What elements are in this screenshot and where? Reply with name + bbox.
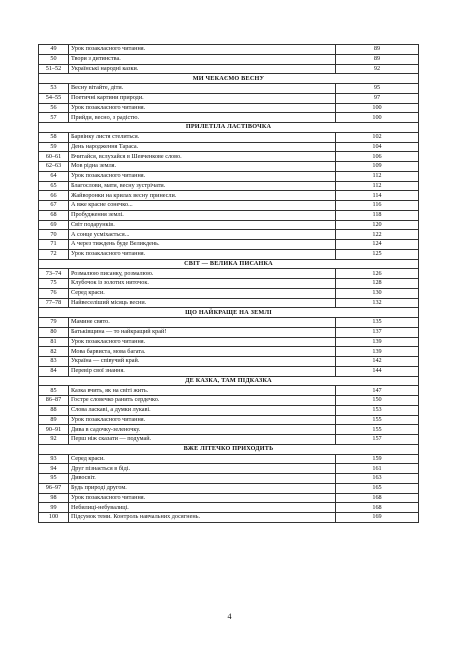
lesson-title: Україна — співучий край. <box>69 357 336 367</box>
lesson-number: 51–52 <box>39 64 69 74</box>
lesson-page: 102 <box>336 132 419 142</box>
lesson-number: 58 <box>39 132 69 142</box>
lesson-number: 69 <box>39 220 69 230</box>
lesson-page: 100 <box>336 103 419 113</box>
lesson-title: Світ подарунків. <box>69 220 336 230</box>
lesson-page: 126 <box>336 269 419 279</box>
lesson-number: 64 <box>39 171 69 181</box>
lesson-row <box>39 474 419 484</box>
lesson-number: 50 <box>39 54 69 64</box>
lesson-title: Мамине свято. <box>69 318 336 328</box>
lesson-page: 124 <box>336 240 419 250</box>
lesson-row <box>39 483 419 493</box>
lesson-page: 104 <box>336 142 419 152</box>
lesson-page: 147 <box>336 386 419 396</box>
lesson-page: 112 <box>336 171 419 181</box>
page-number: 4 <box>227 612 232 621</box>
section-heading-row <box>39 376 419 386</box>
lesson-page: 109 <box>336 162 419 172</box>
lesson-title: Батьківщина — то найкращий край! <box>69 327 336 337</box>
lesson-title: Мов рідна земля. <box>69 162 336 172</box>
lesson-page: 139 <box>336 347 419 357</box>
lesson-row <box>39 142 419 152</box>
lesson-title: Вчитайся, вслухайся в Шевченкове слово. <box>69 152 336 162</box>
lesson-number: 75 <box>39 279 69 289</box>
lesson-row <box>39 113 419 123</box>
lesson-number: 84 <box>39 366 69 376</box>
lesson-row <box>39 386 419 396</box>
contents-table <box>38 44 419 523</box>
lesson-row <box>39 327 419 337</box>
lesson-number: 77–78 <box>39 298 69 308</box>
lesson-page: 155 <box>336 415 419 425</box>
lesson-page: 142 <box>336 357 419 367</box>
lesson-page: 139 <box>336 337 419 347</box>
lesson-title: Розмалюю писанку, розмалюю. <box>69 269 336 279</box>
lesson-number: 93 <box>39 454 69 464</box>
lesson-title: Урок позакласного читання. <box>69 45 336 55</box>
lesson-number: 65 <box>39 181 69 191</box>
lesson-title: А через тиждень буде Великдень. <box>69 240 336 250</box>
section-heading: ВЖЕ ЛІТЕЧКО ПРИХОДИТЬ <box>39 444 419 454</box>
lesson-title: Казка вчить, як на світі жить. <box>69 386 336 396</box>
lesson-page: 135 <box>336 318 419 328</box>
lesson-number: 79 <box>39 318 69 328</box>
lesson-title: Будь природі другом. <box>69 483 336 493</box>
lesson-page: 106 <box>336 152 419 162</box>
lesson-title: Пробудження землі. <box>69 210 336 220</box>
lesson-title: Жайворонки на крилах весну принесли. <box>69 191 336 201</box>
lesson-page: 100 <box>336 113 419 123</box>
lesson-row <box>39 132 419 142</box>
lesson-number: 100 <box>39 513 69 523</box>
lesson-row <box>39 337 419 347</box>
lesson-number: 92 <box>39 435 69 445</box>
lesson-row <box>39 464 419 474</box>
lesson-page: 132 <box>336 298 419 308</box>
lesson-row <box>39 425 419 435</box>
lesson-row <box>39 513 419 523</box>
lesson-number: 49 <box>39 45 69 55</box>
lesson-row <box>39 298 419 308</box>
lesson-title: Гостре словечко ранить сердечко. <box>69 396 336 406</box>
lesson-number: 86–87 <box>39 396 69 406</box>
section-heading-row <box>39 123 419 133</box>
lesson-page: 97 <box>336 93 419 103</box>
section-heading: ПРИЛЕТІЛА ЛАСТІВОЧКА <box>39 123 419 133</box>
lesson-page: 163 <box>336 474 419 484</box>
lesson-title: Твори з дитинства. <box>69 54 336 64</box>
lesson-number: 66 <box>39 191 69 201</box>
lesson-row <box>39 240 419 250</box>
section-heading-row <box>39 444 419 454</box>
lesson-row <box>39 357 419 367</box>
lesson-number: 82 <box>39 347 69 357</box>
lesson-page: 168 <box>336 503 419 513</box>
lesson-title: Урок позакласного читання. <box>69 249 336 259</box>
lesson-row <box>39 366 419 376</box>
lesson-row <box>39 162 419 172</box>
lesson-title: Підсумок теми. Контроль навчальних досягнень. <box>69 513 336 523</box>
lesson-row <box>39 64 419 74</box>
lesson-title: А вже красне сонечко... <box>69 201 336 211</box>
lesson-row <box>39 396 419 406</box>
lesson-row <box>39 405 419 415</box>
lesson-row <box>39 54 419 64</box>
lesson-title: Урок позакласного читання. <box>69 171 336 181</box>
lesson-number: 90–91 <box>39 425 69 435</box>
lesson-number: 59 <box>39 142 69 152</box>
lesson-page: 89 <box>336 45 419 55</box>
lesson-number: 70 <box>39 230 69 240</box>
lesson-title: Урок позакласного читання. <box>69 103 336 113</box>
lesson-row <box>39 288 419 298</box>
lesson-number: 81 <box>39 337 69 347</box>
lesson-title: Барвінку листя стелиться. <box>69 132 336 142</box>
lesson-row <box>39 103 419 113</box>
lesson-number: 57 <box>39 113 69 123</box>
lesson-number: 80 <box>39 327 69 337</box>
lesson-title: Благослови, мати, весну зустрічати. <box>69 181 336 191</box>
section-heading: СВІТ — ВЕЛИКА ПИСАНКА <box>39 259 419 269</box>
lesson-title: Весну вітайте, діти. <box>69 84 336 94</box>
lesson-title: Друг пізнається в біді. <box>69 464 336 474</box>
lesson-title: Серед краси. <box>69 454 336 464</box>
section-heading: МИ ЧЕКАЄМО ВЕСНУ <box>39 74 419 84</box>
lesson-title: Поетичні картини природи. <box>69 93 336 103</box>
lesson-title: Слова ласкаві, а думки лукаві. <box>69 405 336 415</box>
lesson-number: 73–74 <box>39 269 69 279</box>
lesson-row <box>39 181 419 191</box>
lesson-page: 120 <box>336 220 419 230</box>
lesson-title: Дивосвіт. <box>69 474 336 484</box>
lesson-page: 137 <box>336 327 419 337</box>
lesson-row <box>39 347 419 357</box>
lesson-number: 56 <box>39 103 69 113</box>
lesson-number: 72 <box>39 249 69 259</box>
lesson-title: Найвеселіший місяць весни. <box>69 298 336 308</box>
lesson-number: 96–97 <box>39 483 69 493</box>
lesson-page: 89 <box>336 54 419 64</box>
lesson-number: 67 <box>39 201 69 211</box>
lesson-page: 130 <box>336 288 419 298</box>
lesson-row <box>39 415 419 425</box>
lesson-title: День народження Тараса. <box>69 142 336 152</box>
lesson-title: Українські народні казки. <box>69 64 336 74</box>
lesson-page: 161 <box>336 464 419 474</box>
section-heading-row <box>39 259 419 269</box>
section-heading-row <box>39 74 419 84</box>
lesson-number: 71 <box>39 240 69 250</box>
lesson-title: Серед краси. <box>69 288 336 298</box>
lesson-row <box>39 220 419 230</box>
lesson-row <box>39 93 419 103</box>
lesson-title: Урок позакласного читання. <box>69 493 336 503</box>
section-heading-row <box>39 308 419 318</box>
lesson-number: 85 <box>39 386 69 396</box>
lesson-row <box>39 503 419 513</box>
lesson-row <box>39 84 419 94</box>
lesson-page: 125 <box>336 249 419 259</box>
lesson-title: Перш ніж сказати — подумай. <box>69 435 336 445</box>
lesson-row <box>39 45 419 55</box>
contents-table-body <box>39 45 419 523</box>
lesson-page: 114 <box>336 191 419 201</box>
lesson-page: 122 <box>336 230 419 240</box>
lesson-number: 89 <box>39 415 69 425</box>
lesson-title: Небилиці-небувалиці. <box>69 503 336 513</box>
lesson-title: Урок позакласного читання. <box>69 415 336 425</box>
lesson-number: 68 <box>39 210 69 220</box>
lesson-number: 62–63 <box>39 162 69 172</box>
lesson-number: 99 <box>39 503 69 513</box>
lesson-row <box>39 210 419 220</box>
lesson-page: 112 <box>336 181 419 191</box>
lesson-page: 150 <box>336 396 419 406</box>
lesson-title: А сонце усміхається... <box>69 230 336 240</box>
lesson-row <box>39 249 419 259</box>
lesson-page: 128 <box>336 279 419 289</box>
lesson-row <box>39 191 419 201</box>
lesson-row <box>39 269 419 279</box>
lesson-page: 144 <box>336 366 419 376</box>
lesson-title: Мова барвиста, мова багата. <box>69 347 336 357</box>
lesson-title: Перевір свої знання. <box>69 366 336 376</box>
lesson-page: 169 <box>336 513 419 523</box>
lesson-page: 153 <box>336 405 419 415</box>
lesson-number: 83 <box>39 357 69 367</box>
lesson-page: 118 <box>336 210 419 220</box>
lesson-row <box>39 201 419 211</box>
lesson-page: 165 <box>336 483 419 493</box>
lesson-number: 94 <box>39 464 69 474</box>
lesson-title: Дива в садочку-зеленочку. <box>69 425 336 435</box>
lesson-number: 95 <box>39 474 69 484</box>
lesson-row <box>39 435 419 445</box>
lesson-title: Прийди, весно, з радістю. <box>69 113 336 123</box>
lesson-page: 95 <box>336 84 419 94</box>
lesson-title: Клубочок із золотих ниточок. <box>69 279 336 289</box>
lesson-row <box>39 152 419 162</box>
lesson-row <box>39 318 419 328</box>
lesson-number: 98 <box>39 493 69 503</box>
lesson-number: 88 <box>39 405 69 415</box>
lesson-row <box>39 230 419 240</box>
lesson-page: 155 <box>336 425 419 435</box>
lesson-page: 159 <box>336 454 419 464</box>
lesson-row <box>39 279 419 289</box>
lesson-page: 116 <box>336 201 419 211</box>
lesson-page: 92 <box>336 64 419 74</box>
lesson-title: Урок позакласного читання. <box>69 337 336 347</box>
lesson-row <box>39 171 419 181</box>
lesson-page: 168 <box>336 493 419 503</box>
lesson-number: 54–55 <box>39 93 69 103</box>
lesson-row <box>39 493 419 503</box>
lesson-row <box>39 454 419 464</box>
section-heading: ЩО НАЙКРАЩЕ НА ЗЕМЛІ <box>39 308 419 318</box>
lesson-page: 157 <box>336 435 419 445</box>
lesson-number: 60–61 <box>39 152 69 162</box>
lesson-number: 53 <box>39 84 69 94</box>
section-heading: ДЕ КАЗКА, ТАМ ПІДКАЗКА <box>39 376 419 386</box>
lesson-number: 76 <box>39 288 69 298</box>
